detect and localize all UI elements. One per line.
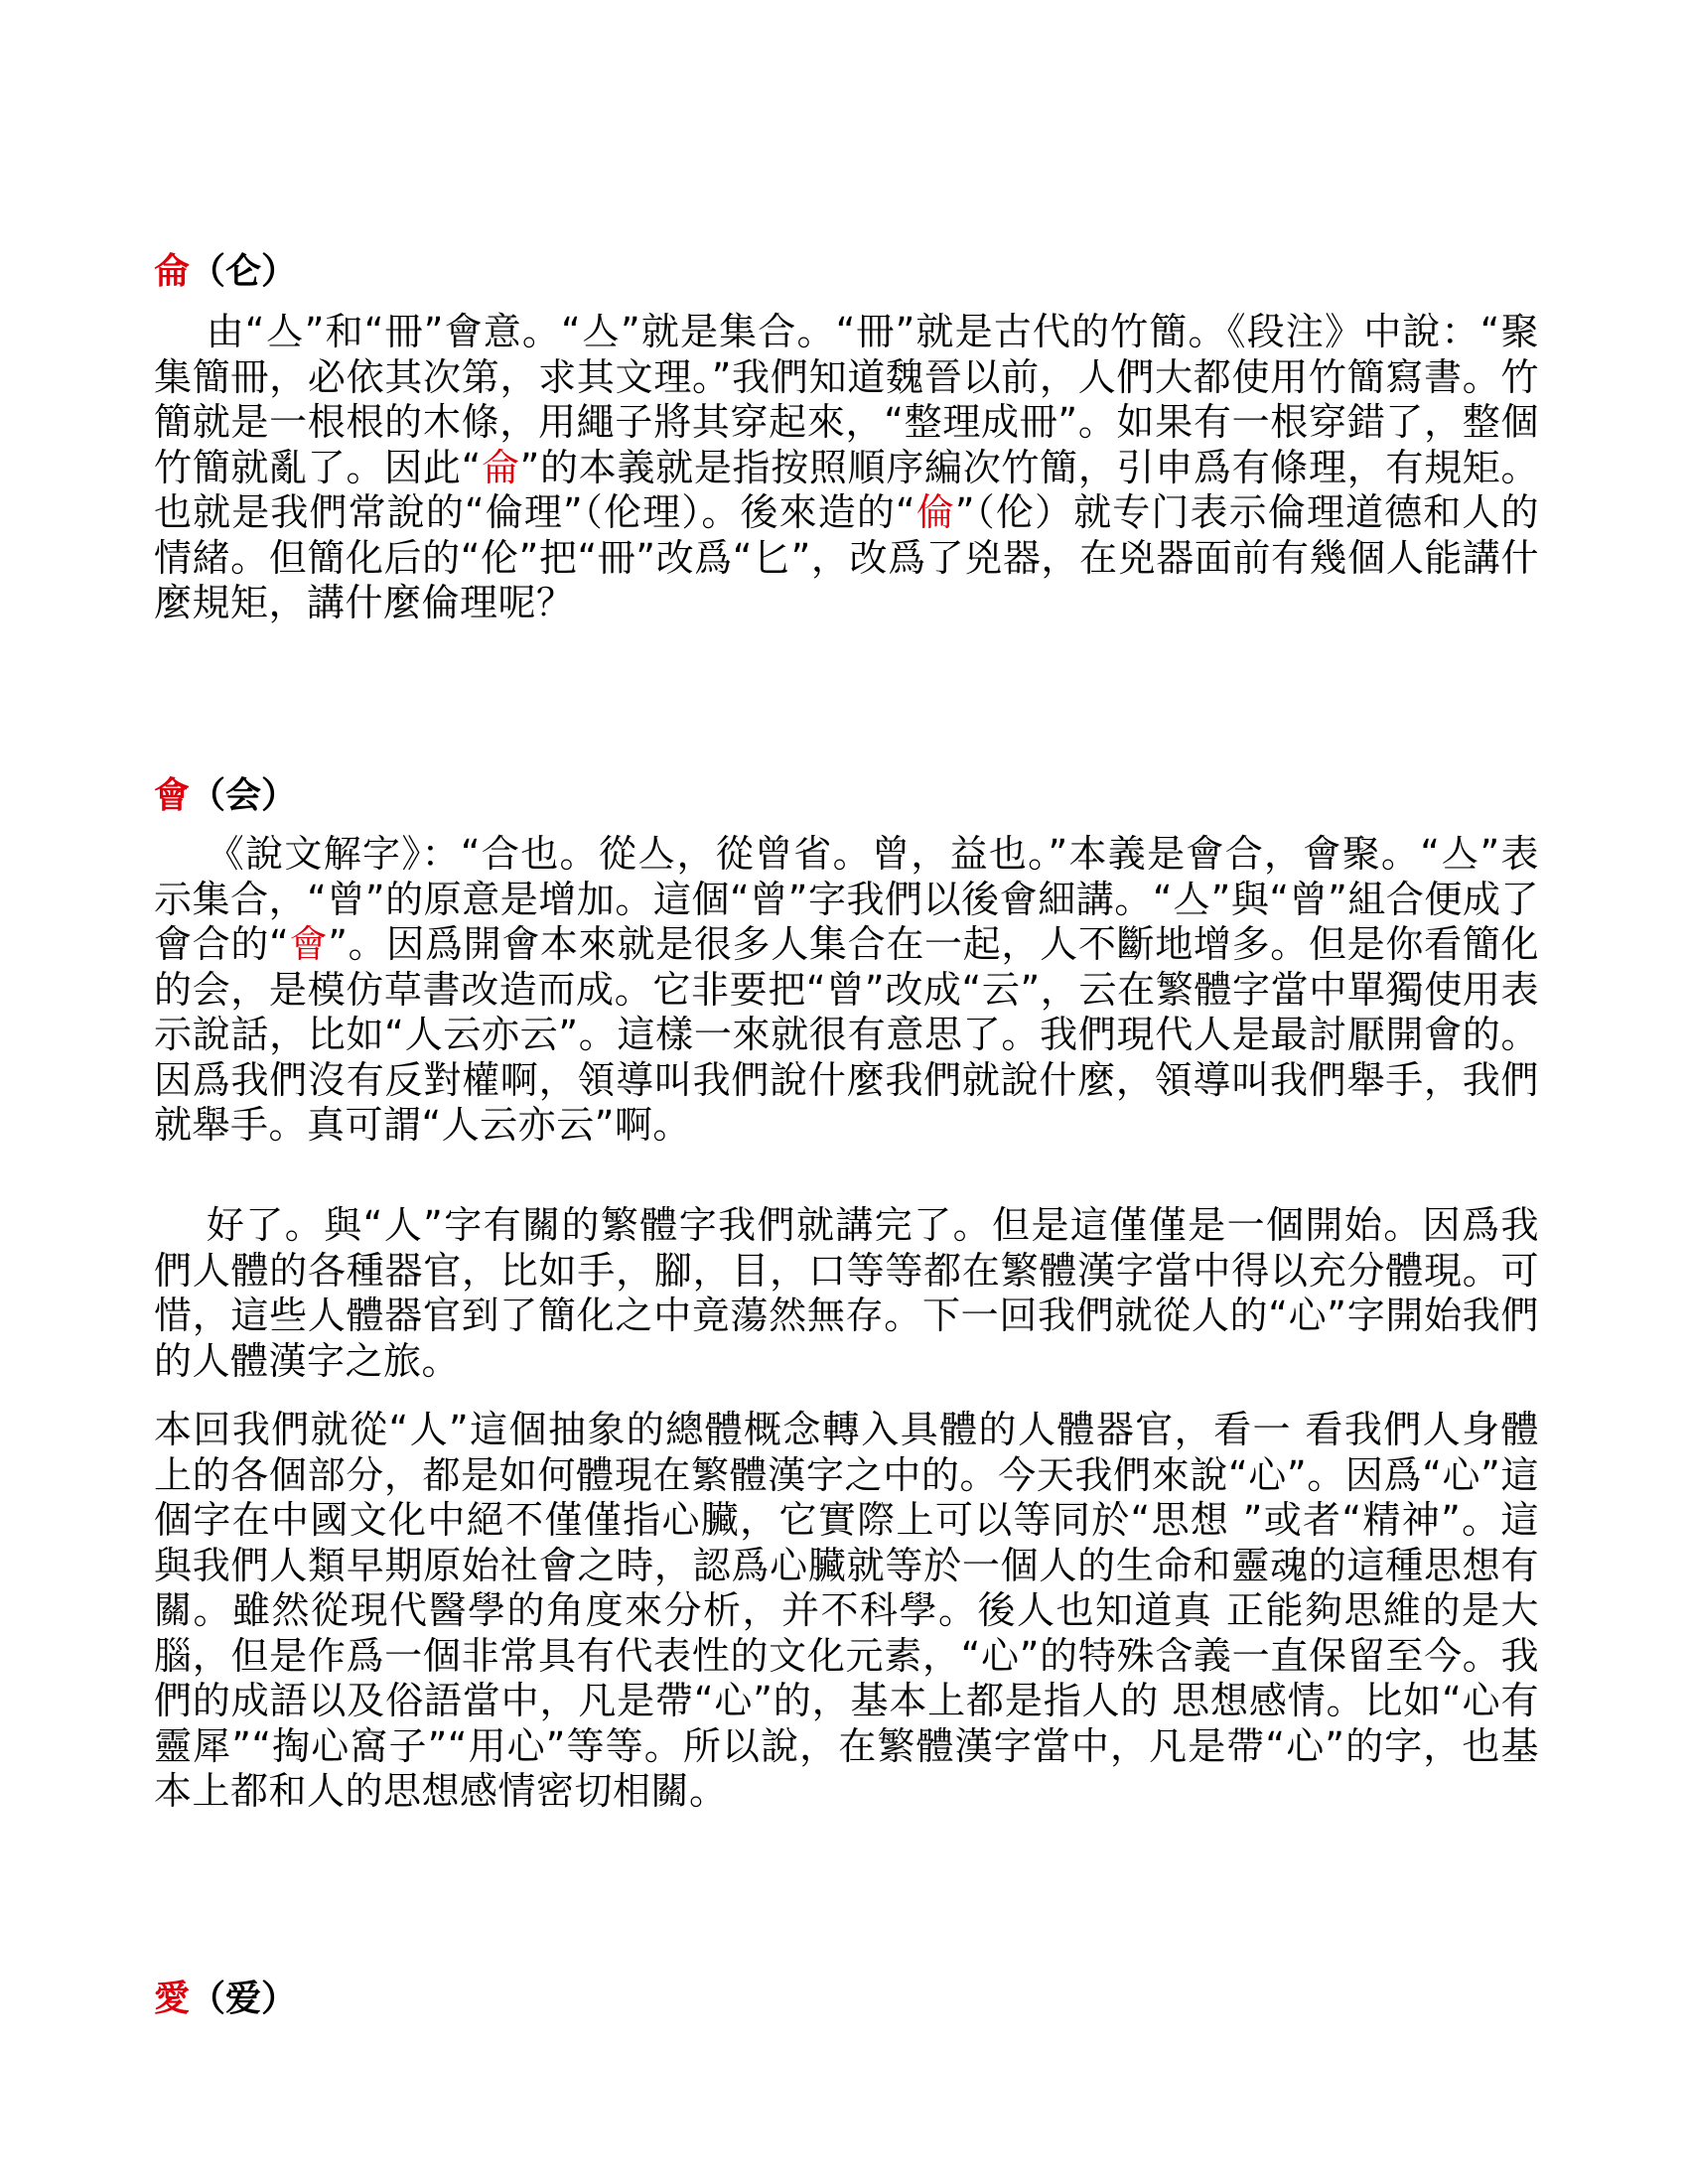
heading-lun-char: 侖 (154, 251, 191, 292)
heading-hui (154, 774, 297, 818)
paragraph-text: 好了。與“人”字有關的繁體字我們就講完了。但是這僅僅是一個開始。因爲我們人體的各種器官，比如手，腳，目，口等等都在繁體漢字當中得以充分體現。可惜，這些人體器官到了簡化之中竟蕩然無存。下一回我們就從人的“心”字開始我們的人體漢字之旅。 (154, 1203, 1539, 1383)
paragraph-hui-3 (154, 1408, 1539, 1815)
highlighted-character: 會 (289, 922, 329, 966)
heading-lun-simplified: （仑） (190, 251, 298, 292)
heading-hui-simplified: （会） (190, 775, 298, 816)
heading-ai-char: 愛 (154, 1979, 191, 2019)
highlighted-character: 倫 (915, 490, 955, 534)
paragraph-hui-2 (154, 1203, 1539, 1384)
paragraph-text: 本回我們就從“人”這個抽象的總體概念轉入具體的人體器官，看一 看我們人身體上的各個部分，都是如何體現在繁體漢字之中的。今天我們來說“心”。因爲“心”這個字在中國文化中絕不僅僅指心臟，它實際上可以等同於“思想 ”或者“精神”。這與我們人類早期原始社會之時，認爲心臟就等於一個人的生命和靈魂的這種思想有關。雖然從現代醫學的角度來分析，并不科學。後人也知道真 正能夠思維的是大腦，但是作爲一個非常具有代表性的文化元素，“心”的特殊含義一直保留至今。我們的成語以及俗語當中，凡是帶“心”的，基本上都是指人的 思想感情。比如“心有靈犀”“掏心窩子”“用心”等等。所以說，在繁體漢字當中，凡是帶“心”的字，也基本上都和人的思想感情密切相關。 (154, 1408, 1539, 1813)
paragraph-text: 《說文解字》：“合也。從亼，從曾省。曾，益也。”本義是會合，會聚。“亼”表示集合，“曾”的原意是增加。這個“曾”字我們以後會細講。“亼”與“曾”組合便成了會合的“ (154, 832, 1539, 966)
paragraph-text: ”。因爲開會本來就是很多人集合在一起，人不斷地增多。但是你看簡化的会，是模仿草書改造而成。它非要把“曾”改成“云”，云在繁體字當中單獨使用表示說話，比如“人云亦云”。這樣一來就很有意思了。我們現代人是最討厭開會的。因爲我們沒有反對權啊，領導叫我們說什麼我們就說什麼，領導叫我們舉手，我們就舉手。真可謂“人云亦云”啊。 (154, 922, 1539, 1147)
heading-hui-char: 會 (154, 775, 191, 816)
paragraph-text: 由“亼”和“冊”會意。“亼”就是集合。“冊”就是古代的竹簡。《段注》中說：“聚集簡冊，必依其次第，求其文理。”我們知道魏晉以前，人們大都使用竹簡寫書。竹簡就是一根根的木條，用繩子將其穿起來，“整理成冊”。如果有一根穿錯了，整個竹簡就亂了。因此“ (154, 310, 1539, 489)
highlighted-character: 侖 (481, 445, 520, 489)
heading-ai (154, 1978, 297, 2021)
paragraph-text: ”的本義就是指按照順序編次竹簡，引申爲有條理，有規矩。也就是我們常說的“倫理”（伦理）。後來造的“ (154, 445, 1539, 534)
heading-lun (154, 250, 297, 294)
heading-ai-simplified: （爱） (190, 1979, 298, 2019)
paragraph-hui-1 (154, 832, 1539, 1149)
paragraph-lun-1 (154, 310, 1539, 626)
paragraph-text: ”（伦）就专门表示倫理道德和人的情緒。但簡化后的“伦”把“冊”改爲“匕”，改爲了兇器，在兇器面前有幾個人能講什麼規矩，講什麼倫理呢？ (154, 490, 1539, 624)
